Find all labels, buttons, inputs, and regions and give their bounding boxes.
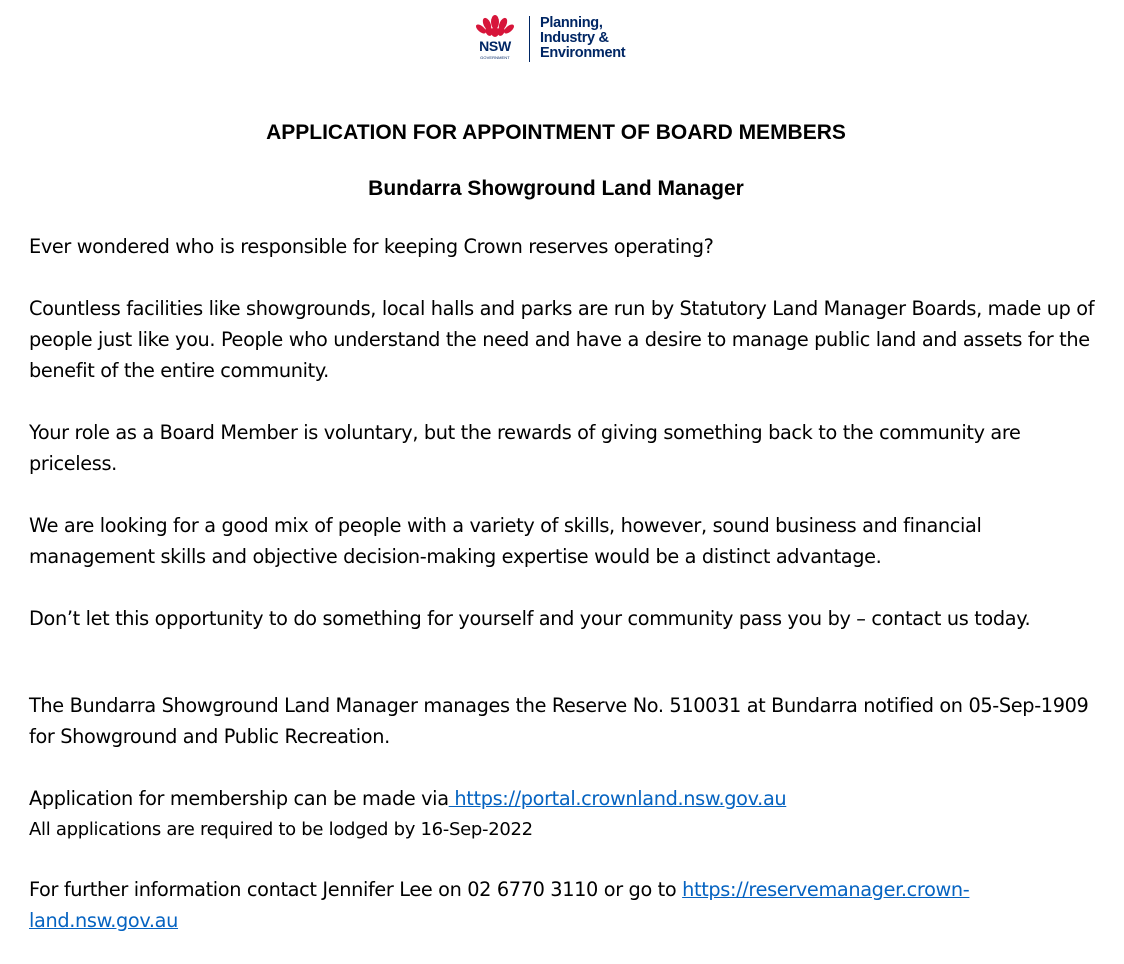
intro-paragraph: Ever wondered who is responsible for keeping Crown reserves operating? bbox=[29, 235, 714, 258]
deadline-text: All applications are required to be lodged by 16-Sep-2022 bbox=[29, 819, 533, 840]
logo-divider bbox=[529, 16, 530, 62]
facilities-paragraph: Countless facilities like showgrounds, local halls and parks are run by Statutory Land Manager Boards, made up of people just like you. People who understand the need and have a desire to manage public land and assets for the benefit of the entire community. bbox=[29, 297, 1095, 382]
document-subtitle: Bundarra Showground Land Manager bbox=[368, 177, 744, 200]
contact-text: For further information contact Jennifer Lee on 02 6770 3110 or go to bbox=[29, 878, 683, 901]
government-wordmark: GOVERNMENT bbox=[480, 55, 510, 60]
reserve-manager-link[interactable]: https://reservemanager.crown-land.nsw.gov.au bbox=[29, 878, 970, 932]
department-line: Industry & bbox=[540, 30, 609, 46]
role-paragraph: Your role as a Board Member is voluntary, but the rewards of giving something back to the community are priceless. bbox=[29, 421, 1021, 475]
document-title: APPLICATION FOR APPOINTMENT OF BOARD MEMBERS bbox=[266, 121, 846, 144]
department-line: Environment bbox=[540, 45, 626, 61]
reserve-paragraph: The Bundarra Showground Land Manager manages the Reserve No. 510031 at Bundarra notified on 05-Sep-1909 for Showground and Public Recreation. bbox=[29, 694, 1089, 748]
nsw-government-logo bbox=[472, 14, 647, 66]
department-name bbox=[540, 16, 625, 61]
department-line: Planning, bbox=[540, 15, 603, 31]
waratah-icon bbox=[472, 14, 518, 40]
contact-paragraph bbox=[29, 874, 1099, 936]
nsw-waratah-emblem bbox=[472, 14, 518, 66]
portal-link[interactable]: https://portal.crownland.nsw.gov.au bbox=[448, 787, 787, 810]
call-to-action-paragraph: Don’t let this opportunity to do something for yourself and your community pass you by – contact us today. bbox=[29, 607, 1031, 630]
skills-paragraph: We are looking for a good mix of people with a variety of skills, however, sound business and financial management skills and objective decision-making expertise would be a distinct advantage. bbox=[29, 514, 982, 568]
application-paragraph bbox=[29, 783, 1099, 814]
application-text: Application for membership can be made via bbox=[29, 787, 449, 810]
nsw-wordmark: NSW bbox=[479, 38, 511, 54]
